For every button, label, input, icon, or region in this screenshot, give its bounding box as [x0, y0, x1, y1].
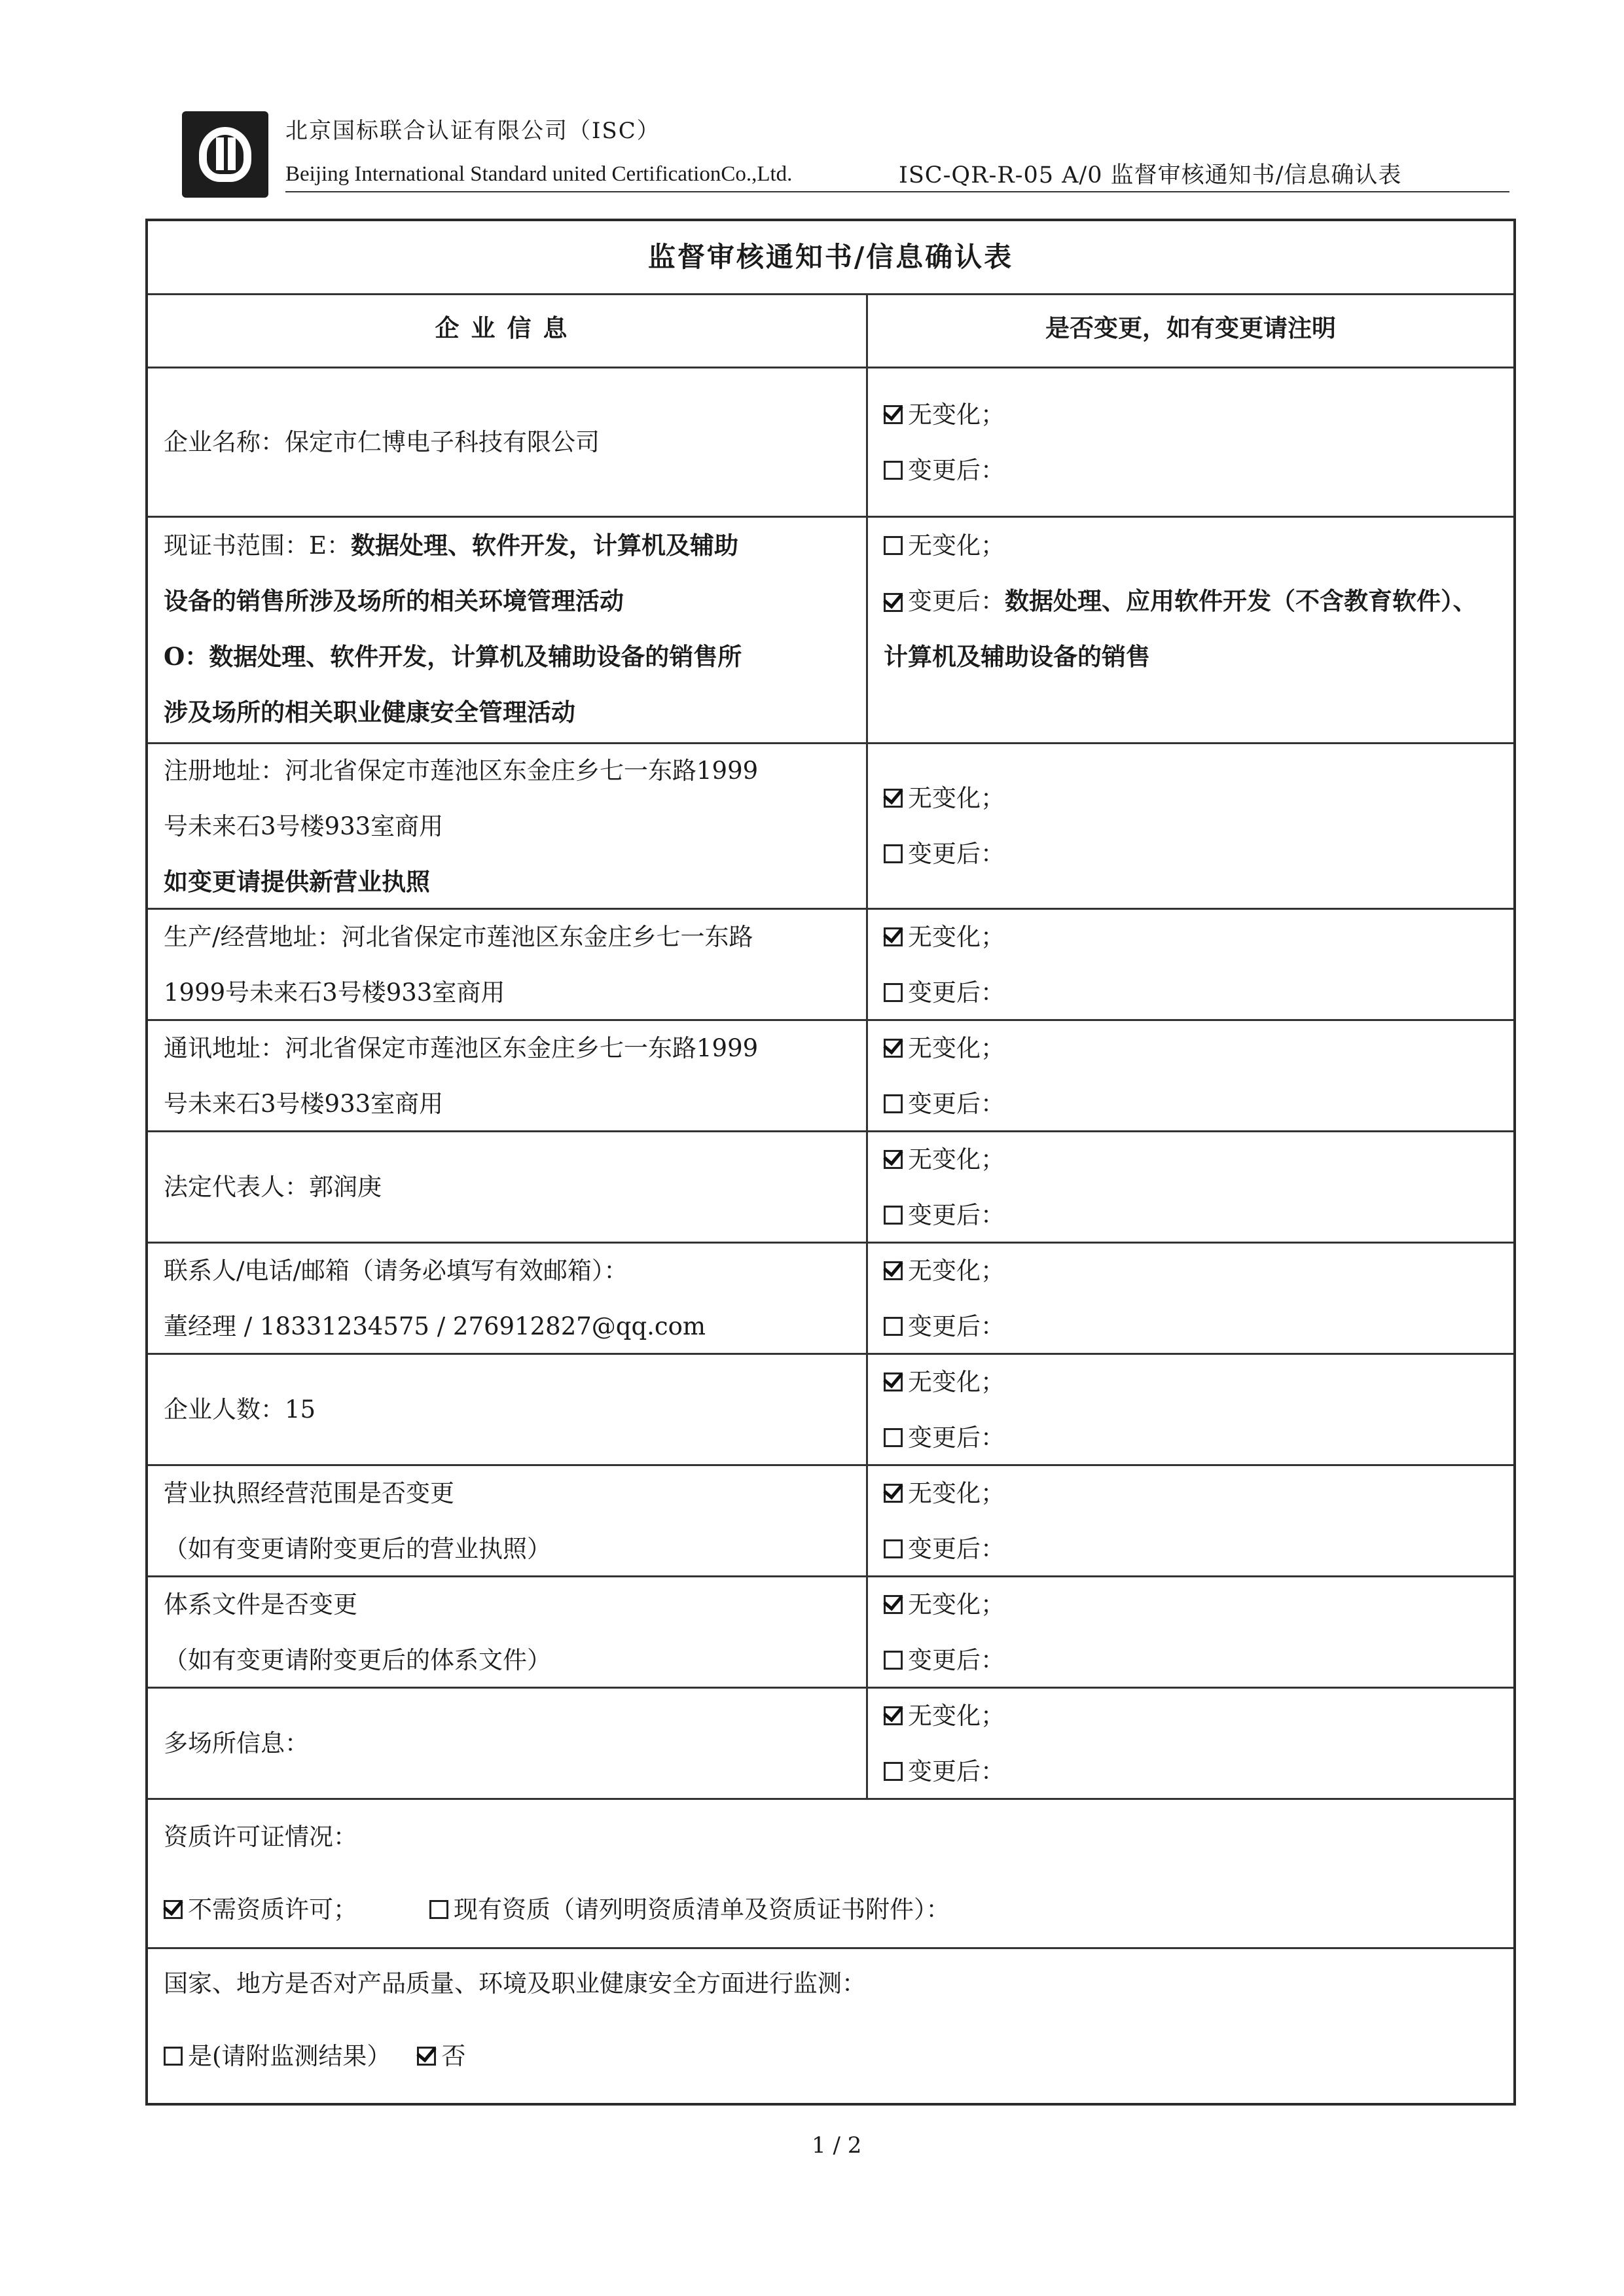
info-cell: 通讯地址：河北省保定市莲池区东金庄乡七一东路1999 号未来石3号楼933室商用 [148, 1021, 868, 1130]
change-cell [868, 1132, 1513, 1242]
checked-checkbox-icon[interactable] [884, 1372, 903, 1391]
option-unchanged[interactable]: 无变化； [884, 1132, 1498, 1187]
qualification-row [148, 1798, 1513, 1947]
info-cell: 法定代表人：郭润庚 [148, 1132, 868, 1242]
option-no[interactable]: 否 [417, 2028, 465, 2084]
checked-checkbox-icon[interactable] [884, 1595, 903, 1614]
checkbox-icon[interactable] [164, 2047, 183, 2066]
checkbox-icon[interactable] [884, 1762, 903, 1781]
table-row [148, 908, 1513, 1019]
checkbox-icon[interactable] [884, 1206, 903, 1225]
page-number: 1 / 2 [812, 2132, 862, 2159]
checked-checkbox-icon[interactable] [164, 1900, 183, 1919]
checkbox-icon[interactable] [884, 983, 903, 1002]
table-header-row [148, 293, 1513, 367]
company-name-en: Beijing International Standard united CertificationCo.,Ltd. [285, 162, 793, 186]
column-header-change: 是否变更，如有变更请注明 [1045, 314, 1336, 342]
monitoring-cell [148, 1949, 1513, 2103]
option-unchanged[interactable]: 无变化； [884, 518, 1498, 573]
option-changed[interactable]: 变更后：数据处理、应用软件开发（不含教育软件）、计算机及辅助设备的销售 [884, 586, 1477, 671]
change-cell [868, 1466, 1513, 1575]
table-row [148, 1130, 1513, 1242]
change-cell [868, 744, 1513, 908]
change-cell [868, 368, 1513, 516]
option-unchanged[interactable]: 无变化； [884, 1577, 1498, 1632]
checked-checkbox-icon[interactable] [884, 1039, 903, 1058]
info-cell: 联系人/电话/邮箱（请务必填写有效邮箱）： 董经理 / 18331234575 / 276912827@qq.com [148, 1244, 868, 1353]
option-existing-qualification[interactable]: 现有资质（请列明资质清单及资质证书附件）： [429, 1882, 950, 1937]
info-cell: 体系文件是否变更 （如有变更请附变更后的体系文件） [148, 1577, 868, 1687]
checkbox-icon[interactable] [884, 1317, 903, 1336]
info-cell: 营业执照经营范围是否变更 （如有变更请附变更后的营业执照） [148, 1466, 868, 1575]
form-code: ISC-QR-R-05 A/0 监督审核通知书/信息确认表 [899, 162, 1402, 188]
change-cell [868, 1689, 1513, 1798]
option-unchanged[interactable]: 无变化； [884, 1354, 1498, 1410]
option-changed[interactable]: 变更后： [884, 1076, 1498, 1132]
option-unchanged[interactable]: 无变化； [884, 1020, 1498, 1076]
info-cell [148, 368, 868, 516]
isc-logo-icon [182, 111, 268, 198]
qualification-cell [148, 1800, 1513, 1947]
info-cell: 生产/经营地址：河北省保定市莲池区东金庄乡七一东路 1999号未来石3号楼933室商用 [148, 910, 868, 1019]
checked-checkbox-icon[interactable] [884, 1484, 903, 1503]
table-row [148, 1575, 1513, 1687]
column-header-company-info: 企业信息 [148, 295, 868, 367]
changed-scope-detail: 数据处理、应用软件开发（不含教育软件）、计算机及辅助设备的销售 [884, 586, 1477, 671]
table-row [148, 1353, 1513, 1464]
option-unchanged[interactable]: 无变化； [884, 770, 1498, 826]
option-changed[interactable]: 变更后： [884, 1410, 1498, 1465]
change-cell [868, 1244, 1513, 1353]
option-changed[interactable]: 变更后： [884, 826, 1498, 882]
monitoring-row [148, 1947, 1513, 2103]
info-cell: 多场所信息： [148, 1689, 868, 1798]
table-row [148, 1242, 1513, 1353]
checkbox-icon[interactable] [884, 461, 903, 480]
table-row [148, 742, 1513, 908]
checkbox-icon[interactable] [884, 1428, 903, 1447]
checkbox-icon[interactable] [884, 1094, 903, 1113]
option-unchanged[interactable]: 无变化； [884, 1465, 1498, 1521]
info-cell: 企业人数：15 [148, 1355, 868, 1464]
table-row [148, 1464, 1513, 1575]
option-no-qualification-needed[interactable]: 不需资质许可； [164, 1882, 357, 1937]
checked-checkbox-icon[interactable] [884, 1261, 903, 1280]
option-changed[interactable]: 变更后： [884, 1632, 1498, 1688]
table-row [148, 1019, 1513, 1130]
monitoring-label: 国家、地方是否对产品质量、环境及职业健康安全方面进行监测： [164, 1969, 866, 1998]
change-cell [868, 910, 1513, 1019]
checkbox-icon[interactable] [429, 1900, 448, 1919]
option-changed[interactable]: 变更后： [884, 1744, 1498, 1799]
document-header [182, 103, 1511, 202]
checked-checkbox-icon[interactable] [884, 1706, 903, 1725]
option-changed[interactable]: 变更后： [884, 1299, 1498, 1354]
option-changed[interactable]: 变更后： [884, 965, 1498, 1020]
change-cell [868, 1021, 1513, 1130]
table-row [148, 516, 1513, 742]
confirmation-form-table [145, 219, 1516, 2106]
checkbox-icon[interactable] [884, 1651, 903, 1670]
table-title-row [148, 221, 1513, 293]
info-text: 企业名称：保定市仁博电子科技有限公司 [164, 428, 600, 456]
option-unchanged[interactable]: 无变化； [884, 1688, 1498, 1744]
change-cell [868, 518, 1513, 742]
option-unchanged[interactable]: 无变化； [884, 387, 1498, 442]
option-changed[interactable]: 变更后： [884, 1521, 1498, 1577]
info-cell: 注册地址：河北省保定市莲池区东金庄乡七一东路1999 号未来石3号楼933室商用 如变更请提供新营业执照 [148, 744, 868, 908]
option-changed[interactable]: 变更后： [884, 442, 1498, 498]
company-name-cn: 北京国标联合认证有限公司（ISC） [285, 118, 660, 144]
option-unchanged[interactable]: 无变化； [884, 909, 1498, 965]
checked-checkbox-icon[interactable] [417, 2047, 436, 2066]
change-cell [868, 1577, 1513, 1687]
checkbox-icon[interactable] [884, 844, 903, 863]
info-cell: 现证书范围：E：数据处理、软件开发，计算机及辅助 设备的销售所涉及场所的相关环境管理活动 O：数据处理、软件开发，计算机及辅助设备的销售所 涉及场所的相关职业健康安全管理活动 [148, 518, 868, 742]
option-yes[interactable]: 是(请附监测结果） [164, 2028, 391, 2084]
checkbox-icon[interactable] [884, 1539, 903, 1558]
qualification-label: 资质许可证情况： [164, 1823, 357, 1851]
change-cell [868, 1355, 1513, 1464]
option-changed[interactable]: 变更后： [884, 1187, 1498, 1243]
checked-checkbox-icon[interactable] [884, 405, 903, 424]
table-title: 监督审核通知书/信息确认表 [647, 241, 1014, 273]
checked-checkbox-icon[interactable] [884, 789, 903, 808]
table-row [148, 1687, 1513, 1798]
header-divider [285, 191, 1509, 192]
table-row [148, 367, 1513, 516]
option-unchanged[interactable]: 无变化； [884, 1243, 1498, 1299]
checkbox-icon[interactable] [884, 536, 903, 555]
checked-checkbox-icon[interactable] [884, 593, 903, 612]
checked-checkbox-icon[interactable] [884, 1150, 903, 1169]
checked-checkbox-icon[interactable] [884, 927, 903, 946]
